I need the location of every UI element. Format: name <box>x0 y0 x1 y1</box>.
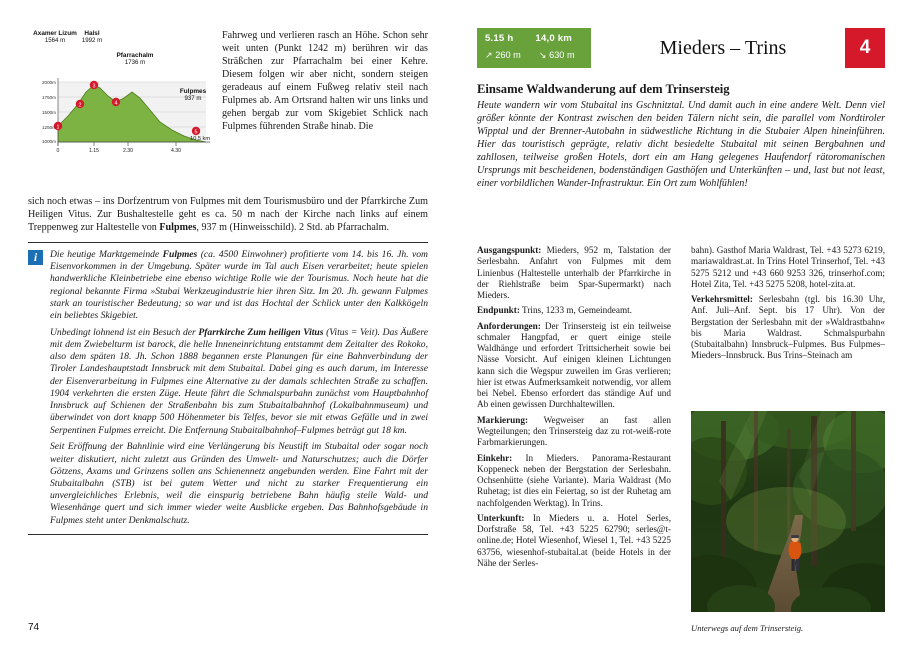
left-wide-text <box>28 196 428 235</box>
label-requirements: Anforderungen: <box>477 320 541 331</box>
label-startpoint: Ausgangspunkt: <box>477 245 542 255</box>
value-accommodation-cont: bahn). Gasthof Maria Waldrast, Tel. +43 5273 6219, mariawaldrast.at. In Trins Hotel Trinserhof, Tel. +43 5275 5212 und +43 660 9253 326, trinserhof.com; Hotel Zita, Tel. +43 5275 5208, hotel-zita.at. <box>691 245 885 289</box>
label-endpoint: Endpunkt: <box>477 305 520 316</box>
profile-peak-label-2: Pfarrachalm 1736 m <box>116 52 154 67</box>
profile-peak-label-1: Halsl 1992 m <box>81 30 103 45</box>
photo-caption: Unterwegs auf dem Trinsersteig. <box>691 623 804 633</box>
value-accommodation: In Mieders u. a. Hotel Serles, Dorfstraße 58, Tel. +43 5225 62790; serles@t-online.de; Hotel Wiesenhof, Wiesel 1, Tel. +43 5225 63756, wiesenhof-stubaital.at (beide Hotels in der Nähe der Serles- <box>477 512 671 568</box>
value-marking: Wegweiser an fast allen Wegteilungen; den Trinsersteig daz zu rot-weiß-rote Farbmarkierungen. <box>477 414 671 448</box>
value-requirements: Der Trinsersteig ist ein teilweise schmaler Hangpfad, er quert einige steile Waldhänge und erfordert Trittsicherheit sowie bei Nässe Vorsicht. Auf einigen kleinen Lichtungen kann sich die Wegspur zuweilen im Gras verlieren; hier ist etwas Aufmerksamkeit notwendig, vor allem bei Nebel. Ebenso erfordert das ständige Auf und Ab einen gewissen Durchhaltewillen. <box>477 320 671 410</box>
left-column-text <box>222 30 428 134</box>
info-transport <box>691 294 885 362</box>
lead-paragraph: Heute wandern wir vom Stubaital ins Gschnitztal. Und damit auch in eine andere Welt. Denn viel größer könnte der Kontrast zwischen den beiden Tälern nicht sein, die parallel vom Nordtiroler Wipptal und der Brenner-Autobahn in südwestliche Richtung in die Stubaier Alpen hineinführen. Hier das touristisch geprägte, relativ dicht besiedelte Stubaital mit seinen Bergbahnen und zahllosen, teilweise großen Hotels, dort ein am Hang gelegenes Haufendorf rätoromanischen Ursprungs mit bescheidenen, bodenständigen Gasthöfen und Unterkünften – und, last but not least, einer vorbildlichen Wander-Infrastruktur. Ein Ort zum Wohlfühlen! <box>477 100 885 189</box>
svg-text:2000m: 2000m <box>41 80 56 85</box>
info-box-text <box>28 249 428 527</box>
label-marking: Markierung: <box>477 414 529 425</box>
paragraph-fulpmes-centre: sich noch etwas – ins Dorfzentrum von Fulpmes mit dem Tourismusbüro und der Pfarrkirche Zum Heiligen Vitus. Zur Bushaltestelle geht es ca. 50 m nach der Kirche nach links auf einem Treppenweg zur Haltestelle von Fulpmes, 937 m (Hinweisschild). 2 Std. ab Pfarrachalm. <box>28 196 428 233</box>
route-ascent: 260 m <box>495 50 521 60</box>
route-header <box>477 28 885 68</box>
ascent-arrow-icon: ↗ <box>485 50 493 60</box>
route-number-badge: 4 <box>845 28 885 68</box>
descent-arrow-icon: ↘ <box>538 50 547 60</box>
value-refreshments: In Mieders. Panorama-Restaurant Koppeneck neben der Bergstation der Serlesbahn. Ochsenhütte (siehe Variante). Maria Waldrast (Mo Ruhetag; ist dies ein Feiertag, so ist der Ruhetag am nachfolgenden Werktag). In Trins. <box>477 452 671 508</box>
info-startpoint <box>477 245 671 301</box>
label-refreshments: Einkehr: <box>477 452 513 463</box>
profile-peak-label-0: Axamer Lizum 1564 m <box>33 30 77 45</box>
svg-text:2: 2 <box>78 102 82 109</box>
svg-text:10.5 km: 10.5 km <box>190 136 210 142</box>
elevation-profile <box>28 30 214 160</box>
svg-text:1750m: 1750m <box>41 95 56 100</box>
trail-photo <box>691 411 885 612</box>
route-stats-badge <box>477 28 591 68</box>
route-duration: 5.15 h <box>485 33 514 44</box>
info-endpoint <box>477 305 671 316</box>
route-stats-row-primary <box>485 33 572 44</box>
info-accommodation-cont <box>691 245 885 290</box>
info-refreshments <box>477 453 671 509</box>
info-accommodation <box>477 513 671 569</box>
route-distance: 14,0 km <box>535 33 573 44</box>
svg-text:1250m: 1250m <box>41 125 56 130</box>
paragraph-route-descent: Fahrweg und verlieren rasch an Höhe. Schon sehr weit unten (Punkt 1242 m) berühren wir das Sträßchen zur Pfarrachalm bei einer Kehre. Diesem folgen wir aber nicht, sondern steigen geradeaus auf einem Fußweg relativ steil nach Fulpmes ab. Am Ortsrand halten wir uns links und gehen bergab zur vom Skigebiet Schlick nach Fulpmes führenden Straße hinab. Die <box>222 30 428 132</box>
svg-text:1000m: 1000m <box>41 139 56 144</box>
svg-text:4.30: 4.30 <box>170 148 182 154</box>
info-paragraph-2: Unbedingt lohnend ist ein Besuch der Pfarrkirche Zum heiligen Vitus (Vitus = Veit). Das Äußere mit dem Zwiebelturm ist barock, die helle Inneneinrichtung entstammt dem Zeitalter des Rokoko, also dem späten 18. Jh. Schon 1888 begannen erste Planungen für eine Bahnverbindung der Tiroler Landeshauptstadt Innsbruck mit dem Stubaital. Dabei ging es auch darum, im Interesse der Eisenverarbeitung in Fulpmes eine Alternative zu der damals schlechten Straße zu schaffen. 1904 verkehrten die ersten Züge. Heute fährt die Schmalspurbahn zunächst vom Hauptbahnhof Innsbruck auf Schienen der Straßenbahn bis zum Stubaitalbahnhof (Lokalbahnmuseum) und überwindet von dort knapp 500 Höhenmeter bis Telfes, bevor sie mit etwas Gefälle und in zwei Serpentinen Fulpmes erreicht. Die Entfernung Stubaitalbahnhof–Fulpmes beträgt gut 18 km. <box>50 326 428 436</box>
svg-text:3: 3 <box>92 83 96 90</box>
route-info-column-2 <box>691 245 885 366</box>
info-requirements <box>477 321 671 411</box>
info-box <box>28 242 428 535</box>
route-info-column-1 <box>477 245 671 573</box>
info-paragraph-3: Seit Eröffnung der Bahnlinie wird eine Verlängerung bis Neustift im Stubaital oder sogar noch weiter diskutiert, nicht zuletzt aus Gründen des Umwelt- und Naturschutzes; auch die Dörfer Götzens, Axams und Grinzens sollen ans Schienennetz angebunden werden. Eine Fahrt mit der Stubaitalbahn (STB) ist bei gutem Wetter und nicht zu starker Frequentierung ein unvergleichliches Erlebnis, weil die einspurig betriebene Bahn häufig steile Wald- und Wiesenhänge quert und sich immer wieder weite Ausblicke ergeben. Das Bahnhofsgebäude in Fulpmes steht unter Denkmalschutz. <box>50 441 428 526</box>
left-page <box>0 0 454 648</box>
value-transport: Serlesbahn (tgl. bis 16.30 Uhr, Anf. Juli–Anf. Sept. bis 17 Uhr). Von der Bergstation der Serlesbahn mit der »Waldrastbahn« bis Maria Waldrast. Schmalspurbahn (Stubaitalbahn) Innsbruck–Fulpmes. Bus Fulpmes–Mieders–Innsbruck. Bus Trins–Steinach am <box>691 294 885 361</box>
info-marking <box>477 415 671 449</box>
route-subtitle: Einsame Waldwanderung auf dem Trinsersteig <box>477 82 730 96</box>
route-descent: 630 m <box>549 50 575 60</box>
svg-text:1.15: 1.15 <box>88 148 100 154</box>
svg-text:4: 4 <box>114 100 118 107</box>
value-startpoint: Mieders, 952 m, Talstation der Serlesbahn. Anfahrt von Fulpmes mit dem Linienbus (Haltestelle unterhalb der Pfarrkirche in der Riehlstraße beim Spar-Supermarkt) nach Mieders. <box>477 245 671 301</box>
info-icon: i <box>28 250 43 265</box>
value-endpoint: Trins, 1233 m, Gemeindeamt. <box>519 305 632 316</box>
svg-text:0: 0 <box>56 148 60 154</box>
label-transport: Verkehrsmittel: <box>691 294 753 305</box>
profile-peak-label-3: Fulpmes 937 m <box>179 88 207 103</box>
route-title: Mieders – Trins <box>659 37 787 59</box>
route-lead-text <box>477 100 885 191</box>
svg-text:5: 5 <box>194 129 198 136</box>
right-page <box>455 0 909 648</box>
route-stats-row-secondary <box>485 50 575 61</box>
svg-text:1500m: 1500m <box>41 110 56 115</box>
label-accommodation: Unterkunft: <box>477 512 525 523</box>
svg-text:1: 1 <box>56 124 60 131</box>
info-paragraph-1: Die heutige Marktgemeinde Fulpmes (ca. 4500 Einwohner) profitierte vom 14. bis 16. Jh. vom Eisenvorkommen in der Umgebung. Später wurde im Tal auch Eisen verarbeitet; heute spielen handwerkliche Kleinbetriebe eine ebenso wichtige Rolle wie der Tourismus. Noch heute hat die regional bekannte Firma »Stubai Werkzeugindustrie hier ihren Sitz. Im 20. Jh. gewann Fulpmes stark an touristischer Bedeutung; so war und ist das Hochtal der Schlick unter den Kalkkögeln ein beliebtes Skigebiet. <box>50 249 428 322</box>
svg-text:2.30: 2.30 <box>122 148 134 154</box>
page-number-left: 74 <box>28 622 40 633</box>
